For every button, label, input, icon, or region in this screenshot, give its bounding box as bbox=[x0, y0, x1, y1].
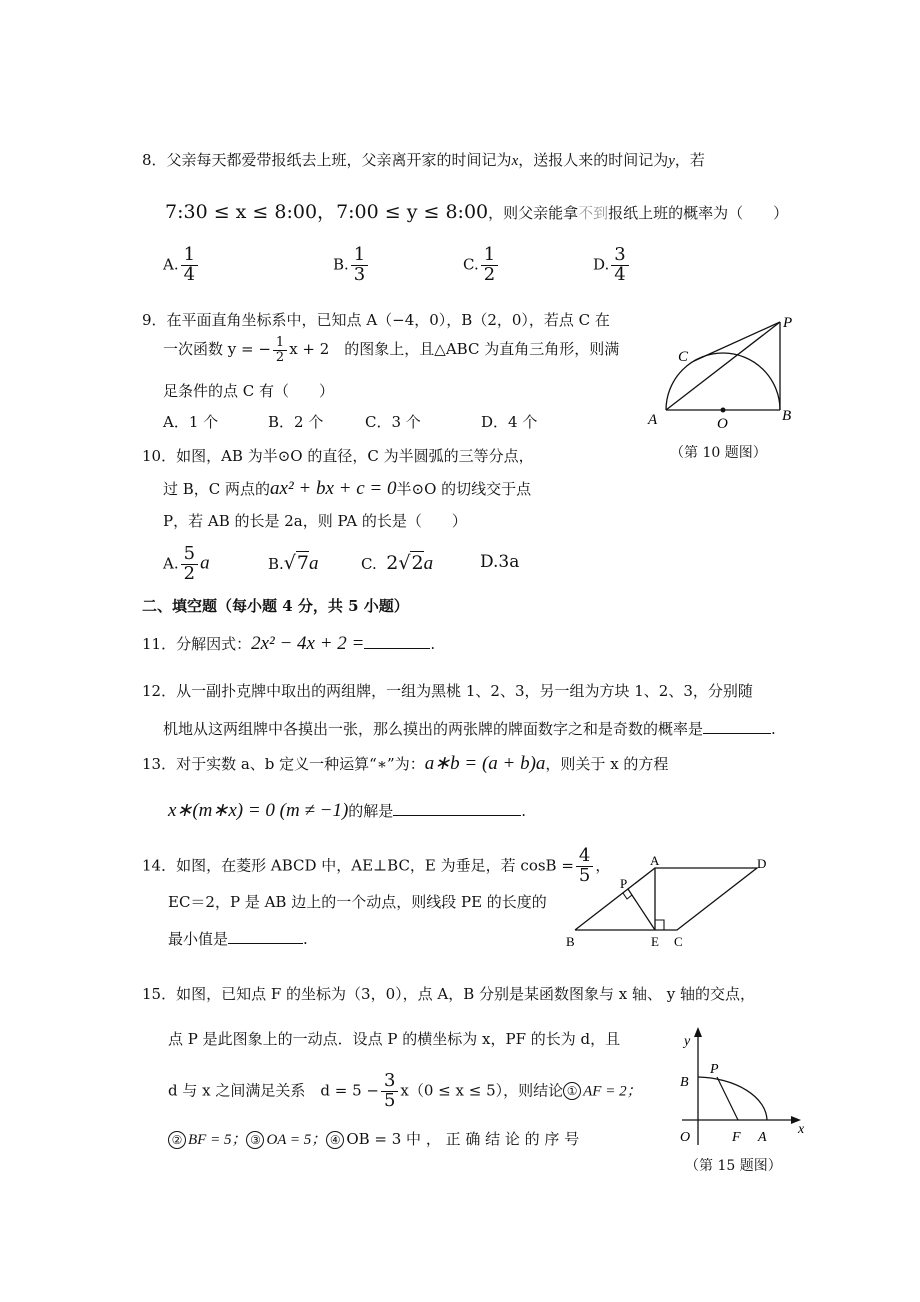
q14-line3: 最小值是 . bbox=[168, 930, 308, 948]
q10-option-b: B.√7a bbox=[268, 552, 319, 574]
fig15-label-b: B bbox=[680, 1075, 689, 1090]
q14-answer-blank[interactable] bbox=[228, 943, 303, 944]
fig15-label-a: A bbox=[758, 1130, 767, 1145]
fig14-label-d: D bbox=[757, 856, 767, 871]
fig15-label-o: O bbox=[680, 1130, 691, 1145]
figure-14 bbox=[560, 852, 775, 952]
q8-line1: 8．父亲每天都爱带报纸去上班，父亲离开家的时间记为x，送报人来的时间记为y，若 bbox=[142, 151, 705, 169]
q14-line2: EC＝2，P 是 AB 边上的一个动点，则线段 PE 的长度的 bbox=[168, 893, 547, 911]
q13-answer-blank[interactable] bbox=[393, 815, 521, 816]
q10-line3: P，若 AB 的长是 2a，则 PA 的长是（ ） bbox=[163, 512, 467, 530]
q9-line3: 足条件的点 C 有（ ） bbox=[163, 382, 335, 400]
fig15-label-x: x bbox=[798, 1122, 805, 1137]
q8-condition-y: 7:00 ≤ y ≤ 8:00 bbox=[336, 201, 489, 223]
section-2-title: 二、填空题（每小题 4 分，共 5 小题） bbox=[142, 597, 409, 615]
fig10-caption: （第 10 题图） bbox=[670, 445, 767, 461]
fig14-label-e: E bbox=[651, 934, 659, 949]
fig10-label-o: O bbox=[717, 416, 728, 432]
q9-option-c: C．3 个 bbox=[365, 413, 421, 431]
q8-option-c: C. $\frac{1}{2}$ bbox=[463, 246, 500, 285]
fig14-label-c: C bbox=[674, 934, 683, 949]
q8-highlight: 不到 bbox=[578, 204, 609, 222]
q8-option-b: B. $\frac{1}{3}$ bbox=[333, 246, 370, 285]
figure-15 bbox=[672, 1025, 817, 1150]
q8-condition-x: 7:30 ≤ x ≤ 8:00 bbox=[165, 201, 318, 223]
fig10-label-p: P bbox=[783, 315, 793, 331]
q10-line1: 10．如图，AB 为半⊙O 的直径，C 为半圆弧的三等分点， bbox=[142, 447, 534, 465]
fig14-label-a: A bbox=[650, 853, 660, 868]
fig14-label-p: P bbox=[620, 876, 628, 891]
fig14-label-b: B bbox=[566, 934, 575, 949]
figure-10 bbox=[640, 310, 810, 440]
q10-option-d: D.3a bbox=[480, 552, 520, 572]
q15-line3: d 与 x 之间满足关系 d = 5 − $\frac{3}{5}$ x（0 ≤ x ≤ 5），则结论 ① AF = 2； bbox=[168, 1070, 642, 1111]
fig10-label-c: C bbox=[678, 349, 689, 365]
q9-line1: 9．在平面直角坐标系中，已知点 A（−4，0），B（2，0），若点 C 在 bbox=[142, 311, 610, 329]
q15-line4: ② BF = 5； ③ OA = 5； ④ OB = 3 中 ， 正 确 结 论 的 序 号 bbox=[168, 1128, 579, 1149]
q10-option-a: A. $\frac{5}{2}$ a bbox=[163, 543, 210, 584]
q10-option-c: C. 2√2a bbox=[361, 552, 434, 574]
q11: 11．分解因式：2x² − 4x + 2 = . bbox=[142, 633, 436, 654]
q13-line1: 13．对于实数 a、b 定义一种运算“∗”为：a∗b = (a + b)a，则关于 x 的方程 bbox=[142, 753, 669, 774]
q9-option-b: B．2 个 bbox=[268, 413, 324, 431]
fig15-label-f: F bbox=[732, 1130, 741, 1145]
q9-line2: 一次函数 y = − $\frac{1}{2}$ x + 2 的图象上，且△ABC 为直角三角形，则满 bbox=[163, 335, 620, 365]
q8-line2: 7:30 ≤ x ≤ 8:00，7:00 ≤ y ≤ 8:00，则父亲能拿不到报纸上班的概率为（ ） bbox=[165, 201, 789, 223]
q15-line1: 15．如图，已知点 F 的坐标为（3，0），点 A，B 分别是某函数图象与 x 轴、 y 轴的交点， bbox=[142, 985, 756, 1003]
q13-line2: x∗(m∗x) = 0 (m ≠ −1)的解是 . bbox=[168, 800, 527, 821]
fig10-label-a: A bbox=[648, 412, 658, 428]
q14-line1: 14．如图，在菱形 ABCD 中，AE⊥BC，E 为垂足，若 cosB = $\frac{4}{5}$ ， bbox=[142, 845, 611, 886]
q15-line2: 点 P 是此图象上的一动点．设点 P 的横坐标为 x，PF 的长为 d，且 bbox=[168, 1030, 621, 1048]
q8-option-a: A. $\frac{1}{4}$ bbox=[163, 246, 200, 285]
q8-option-d: D. $\frac{3}{4}$ bbox=[593, 246, 631, 285]
fig15-caption: （第 15 题图） bbox=[685, 1158, 782, 1174]
q11-answer-blank[interactable] bbox=[364, 648, 430, 649]
fig15-label-p: P bbox=[710, 1062, 719, 1077]
q12-line2: 机地从这两组牌中各摸出一张，那么摸出的两张牌的牌面数字之和是奇数的概率是 . bbox=[163, 720, 776, 738]
fig10-label-b: B bbox=[782, 408, 792, 424]
q9-option-a: A．1 个 bbox=[163, 413, 219, 431]
fig15-label-y: y bbox=[684, 1034, 691, 1049]
q9-option-d: D．4 个 bbox=[481, 413, 538, 431]
q10-line2: 过 B，C 两点的ax² + bx + c = 0半⊙O 的切线交于点 bbox=[163, 478, 532, 499]
q12-answer-blank[interactable] bbox=[703, 733, 771, 734]
q12-line1: 12．从一副扑克牌中取出的两组牌，一组为黑桃 1、2、3，另一组为方块 1、2、3，分别随 bbox=[142, 682, 753, 700]
